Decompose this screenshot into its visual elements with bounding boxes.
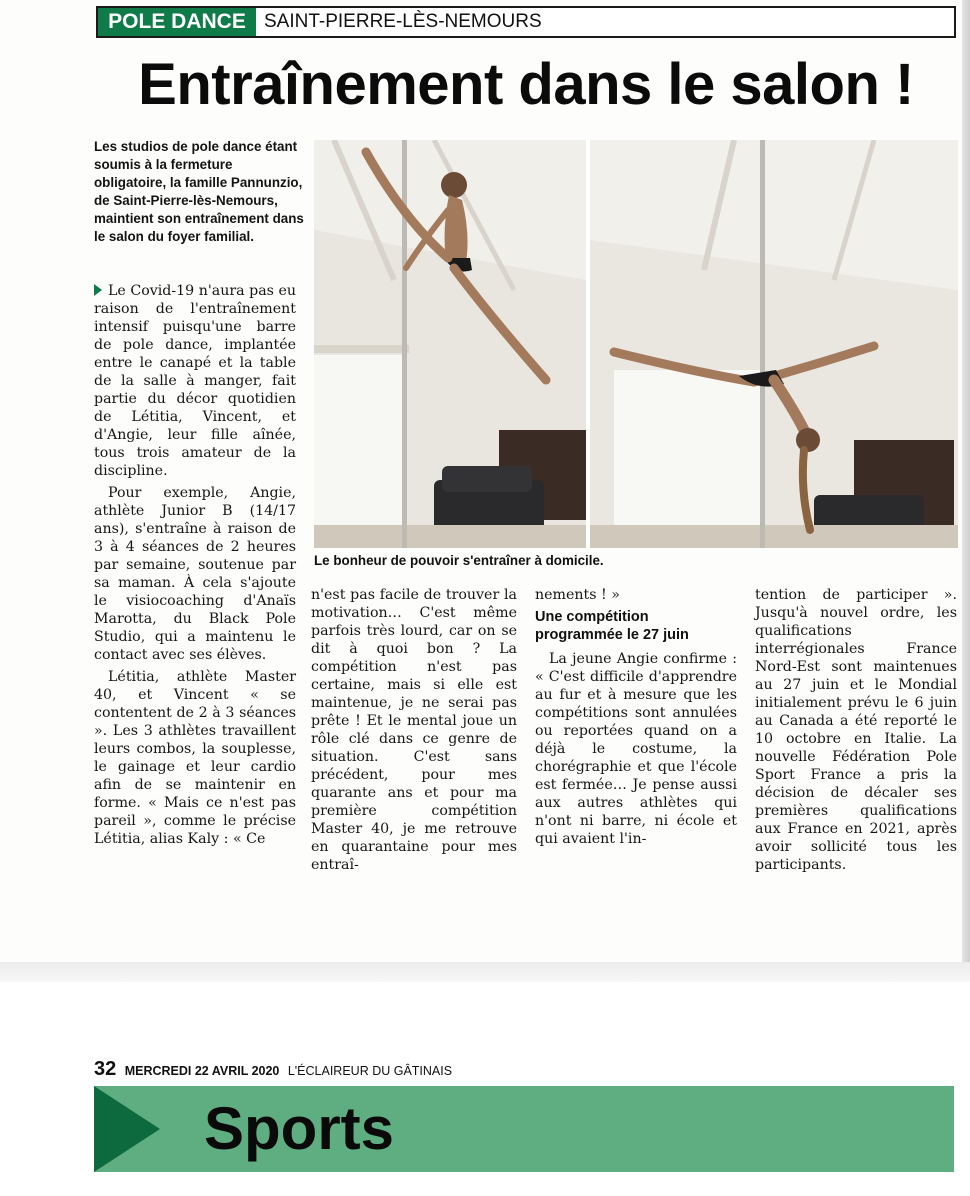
newspaper-name: L'ÉCLAIREUR DU GÂTINAIS: [287, 1064, 453, 1078]
body-column-2: [311, 586, 517, 874]
page-folio: [94, 1058, 452, 1082]
body-column-1: [94, 282, 296, 848]
body-paragraph: Létitia, athlète Master 40, et Vincent « se contentent de 2 à 3 séances ». Les 3 athlètes travaillent leurs combos, la souplesse, le gainage et leur cardio afin de se maintenir en forme. « Mais ce n'est pas pareil », comme le précise Létitia, alias Kaly : « Ce: [94, 669, 296, 847]
play-arrow-icon: [94, 1086, 160, 1172]
kicker-bar: [96, 6, 956, 38]
body-text: Le Covid-19 n'aura pas eu raison de l'entraînement intensif puisqu'une barre de pole dance, implantée entre le canapé et la table de la salle à manger, fait partie du décor quotidien de Létitia, Vincent, et d'Angie, leur fille aînée, tous trois amateur de la discipline.: [94, 283, 296, 479]
body-column-3: [535, 586, 737, 848]
page-number: 32: [94, 1058, 117, 1080]
section-title: Sports: [204, 1095, 395, 1162]
body-paragraph: n'est pas facile de trouver la motivation… C'est même parfois très lourd, car on se dit à quoi bon ? La compétition n'est pas certaine, mais si elle est maintenue, je ne serai pas prête ! Et le mental joue un rôle clé dans ce genre de situation. C'est sans précédent, pour mes quarante ans et pour ma première compétition Master 40, je me retrouve en quarantaine pour mes entraî-: [311, 587, 517, 873]
article-photo: [314, 140, 958, 548]
issue-date: MERCREDI 22 AVRIL 2020: [124, 1064, 280, 1078]
section-band: [94, 1086, 954, 1172]
body-paragraph: Pour exemple, Angie, athlète Junior B (14/17 ans), s'entraîne à raison de 3 à 4 séances de 2 heures par semaine, soutenue par sa maman. À cela s'ajoute le visiocoaching d'Anaïs Marotta, du Black Pole Studio, qui a maintenu le contact avec ses élèves.: [94, 485, 296, 663]
body-paragraph: [94, 282, 296, 480]
photo-caption: Le bonheur de pouvoir s'entraîner à domicile.: [314, 553, 604, 568]
paragraph-bullet-icon: [94, 284, 102, 296]
body-paragraph: tention de participer ». Jusqu'à nouvel ordre, les qualifications interrégionales France Nord-Est sont maintenues au 27 juin et le Mondial initialement prévu le 6 juin au Canada a été reporté le 10 octobre en Italie. La nouvelle Fédération Pole Sport France a pris la décision de décaler ses premières qualifications aux France en 2021, après avoir sollicité tous les participants.: [755, 587, 957, 873]
page-edge-shadow: [962, 0, 970, 962]
page-gap: [0, 962, 970, 982]
rubric-label: POLE DANCE: [98, 8, 256, 36]
pole-dance-photo-illustration: [314, 140, 958, 548]
location-label: SAINT-PIERRE-LÈS-NEMOURS: [264, 11, 542, 32]
article-standfirst: Les studios de pole dance étant soumis à la fermeture obligatoire, la famille Pannunzio, de Saint-Pierre-lès-Nemours, maintient son entraînement dans le salon du foyer familial.: [94, 139, 304, 244]
article-headline: Entraînement dans le salon !: [138, 52, 914, 117]
body-column-4: [755, 586, 957, 874]
body-paragraph: La jeune Angie confirme : « C'est difficile d'apprendre au fur et à mesure que les compétitions sont annulées ou reportées quand on a déjà le costume, la chorégraphie et que l'école est fermée… Je pense aussi aux autres athlètes qui n'ont ni barre, ni école et qui avaient l'in-: [535, 651, 737, 847]
body-paragraph: nements ! »: [535, 587, 620, 603]
section-subheading: Une compétition programmée le 27 juin: [535, 609, 689, 643]
